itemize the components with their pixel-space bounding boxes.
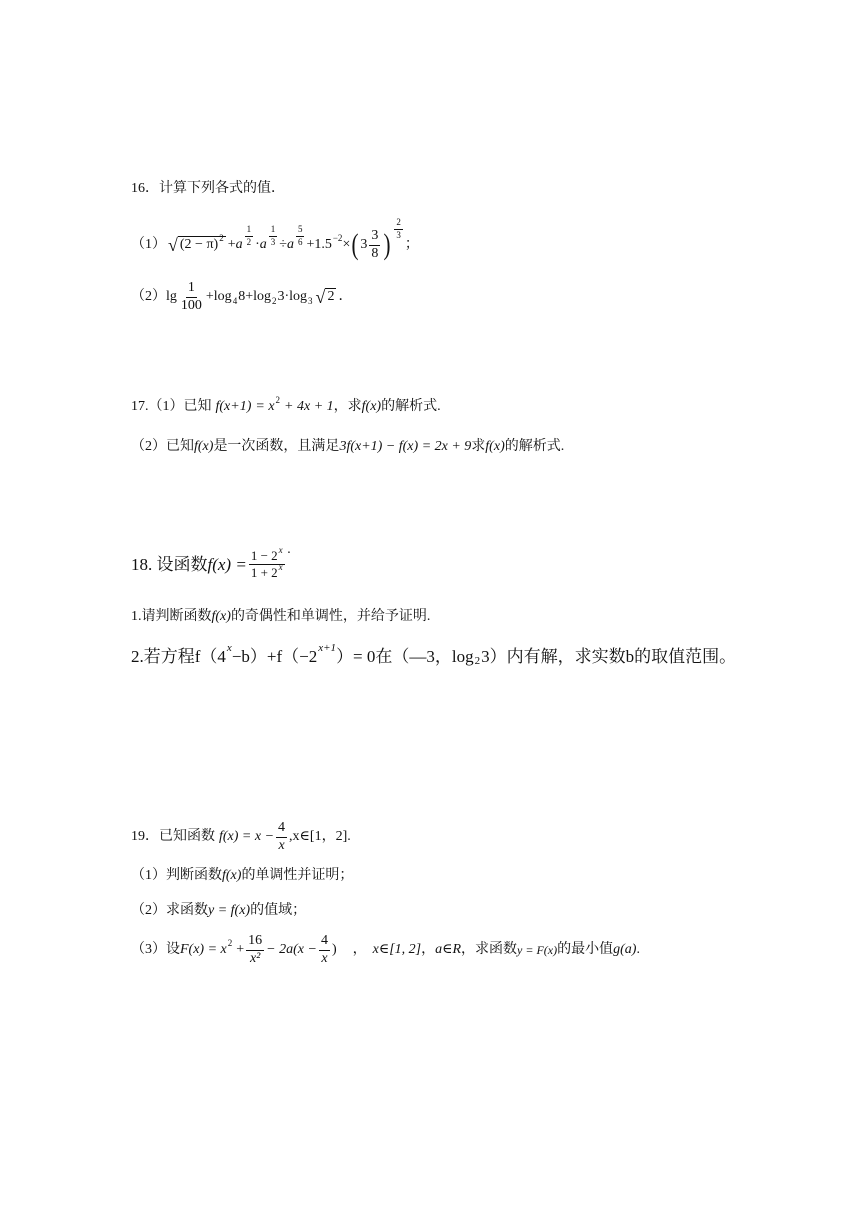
q19-part3: （3）设 F(x) = x 2 + $\frac{16}{\text{x²}}$ − 2a(x − $\frac{4}{x}$ ) ， x∈[1, 2] ， a∈R ，求函数 y = F(x) 的最小值 g(a) . xyxy=(131,932,640,966)
q19-part2: （2）求函数 y = f(x) 的值域； xyxy=(131,903,307,918)
q18-part1: 1.请判断函数 f(x) 的奇偶性和单调性，并给予证明. xyxy=(131,609,431,624)
q18-part2: 2.若方程f（4 x −b）+f（−2 x+1 ）= 0在（—3，log 2 3）内有解，求实数b的取值范围。 xyxy=(131,642,737,667)
sqrt-expression: √ $(2 - \pi)^2$ xyxy=(168,233,224,255)
q16-part1: （1） √ $(2 - \pi)^2$ + a $\frac{1}{2}$ · a $\frac{1}{3}$ ÷ a $\frac{5}{6}$ +1.5 −2 × ( 3 $\frac{3}{8}$ ) $\frac{2}{3}$ ； xyxy=(131,217,419,261)
q18-title: 18. 设函数 f(x) = $\frac{1 - 2^x}{1 + 2^x}$ · xyxy=(131,544,292,580)
q19-title: 19．已知函数 f(x) = x − $\frac{4}{x}$ ,x∈[1，2]. xyxy=(131,819,351,853)
q16-part2: （2） lg $\frac{1}{100}$ + log 4 8 + log 2 3 · log 3 √ 2 ． xyxy=(131,279,353,313)
q19-part1: （1）判断函数 f(x) 的单调性并证明； xyxy=(131,868,354,883)
q17-part2: （2）已知 f(x) 是一次函数，且满足 3f(x+1) − f(x) = 2x + 9 求 f(x) 的解析式. xyxy=(131,439,565,454)
q16-title: 16．计算下列各式的值． xyxy=(131,181,285,196)
q17-part1: 17.（1）已知 f(x+1) = x 2 + 4x + 1 ，求 f(x) 的解析式. xyxy=(131,394,441,414)
